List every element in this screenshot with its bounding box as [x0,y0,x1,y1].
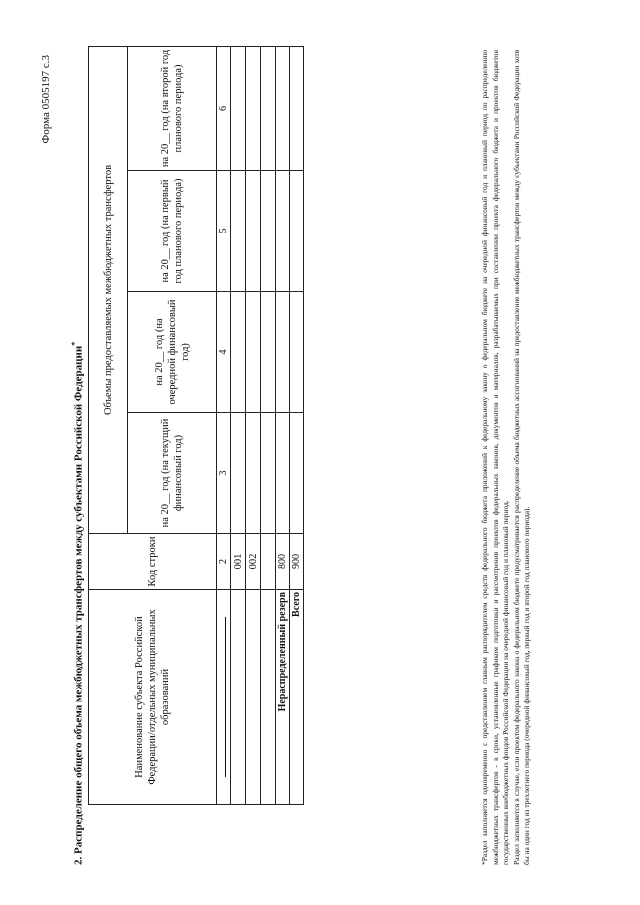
name-placeholder-line [218,617,226,777]
column-number: 3 [217,413,231,534]
row-code-cell: 002 [246,534,261,590]
col-name-header: Наименование субъекта Российской Федерации/отдельных муниципальных образований [89,590,217,805]
value-cell[interactable] [276,46,290,170]
form-page [40,45,600,865]
footnote-condition: Раздел заполняется в случае, если проектом федерального закона о федеральном бюджете предусматривается распределение объема бюджетных ассигнований на предоставление межбюджетных трансфертов между субъектами Российской Федерации хотя бы на один год из трехлетнего периода (очередной финансовый год, первый год и второй год планового периода). [511,50,531,865]
section-title [70,342,85,865]
value-cell[interactable] [231,171,246,292]
value-cell[interactable] [276,292,290,413]
total-row [290,46,304,804]
value-cell[interactable] [246,46,261,170]
column-numbers-row [217,46,231,804]
column-number [217,590,231,805]
total-label: Всего [290,590,304,805]
value-cell[interactable] [231,46,246,170]
group-header: Объемы предоставляемых межбюджетных трансфертов [89,46,128,533]
col3-header: на 20__ год (на текущий финансовый год) [128,413,217,534]
row-name-cell[interactable] [261,590,276,805]
reserve-label: Нераспределенный резерв [276,590,290,805]
value-cell[interactable] [261,413,276,534]
col6-header: на 20__ год (на второй год планового периода) [128,46,217,170]
value-cell[interactable] [276,171,290,292]
form-code: Форма 0505197 с.3 [40,55,52,144]
column-number: 2 [217,534,231,590]
table-header-row [89,46,128,804]
value-cell[interactable] [261,46,276,170]
value-cell[interactable] [290,171,304,292]
footnotes [480,50,533,865]
value-cell[interactable] [246,171,261,292]
table-row [246,46,261,804]
reserve-row [276,46,290,804]
table-row [261,46,276,804]
row-name-cell[interactable] [246,590,261,805]
transfers-table [88,46,304,805]
row-code-cell [261,534,276,590]
table-row [231,46,246,804]
value-cell[interactable] [246,292,261,413]
col-code-header: Код строки [89,534,217,590]
section-title-text: 2. Распределение общего объема межбюджетных трансфертов между субъектами Российской Федерации [72,345,85,865]
value-cell[interactable] [231,413,246,534]
total-code: 900 [290,534,304,590]
value-cell[interactable] [261,292,276,413]
value-cell[interactable] [246,413,261,534]
value-cell[interactable] [290,413,304,534]
section-title-footnote-mark: * [70,341,79,346]
value-cell[interactable] [290,46,304,170]
value-cell[interactable] [261,171,276,292]
value-cell[interactable] [290,292,304,413]
column-number: 4 [217,292,231,413]
column-number: 5 [217,171,231,292]
value-cell[interactable] [231,292,246,413]
reserve-code: 800 [276,534,290,590]
row-name-cell[interactable] [231,590,246,805]
row-code-cell: 001 [231,534,246,590]
col5-header: на 20__ год (на первый год планового периода) [128,171,217,292]
column-number: 6 [217,46,231,170]
footnote-schedule: *Раздел заполняется одновременно с представлением главным распорядителем средств федерального бюджета приложений к федеральному закону о федеральном бюджете на очередной финансовый год и плановый период по распределению межбюджетных трансфертов - в сроки, установленные графиком подготовки и рассмотрения проектов федеральных законов, документов и материалов, разрабатываемых при составлении проекта федерального бюджета и проектов бюджетов государственных внебюджетных фондов Российской Федерации на очередной финансовый год и плановый период. [480,50,510,865]
value-cell[interactable] [276,413,290,534]
col4-header: на 20__ год (на очередной финансовый год) [128,292,217,413]
